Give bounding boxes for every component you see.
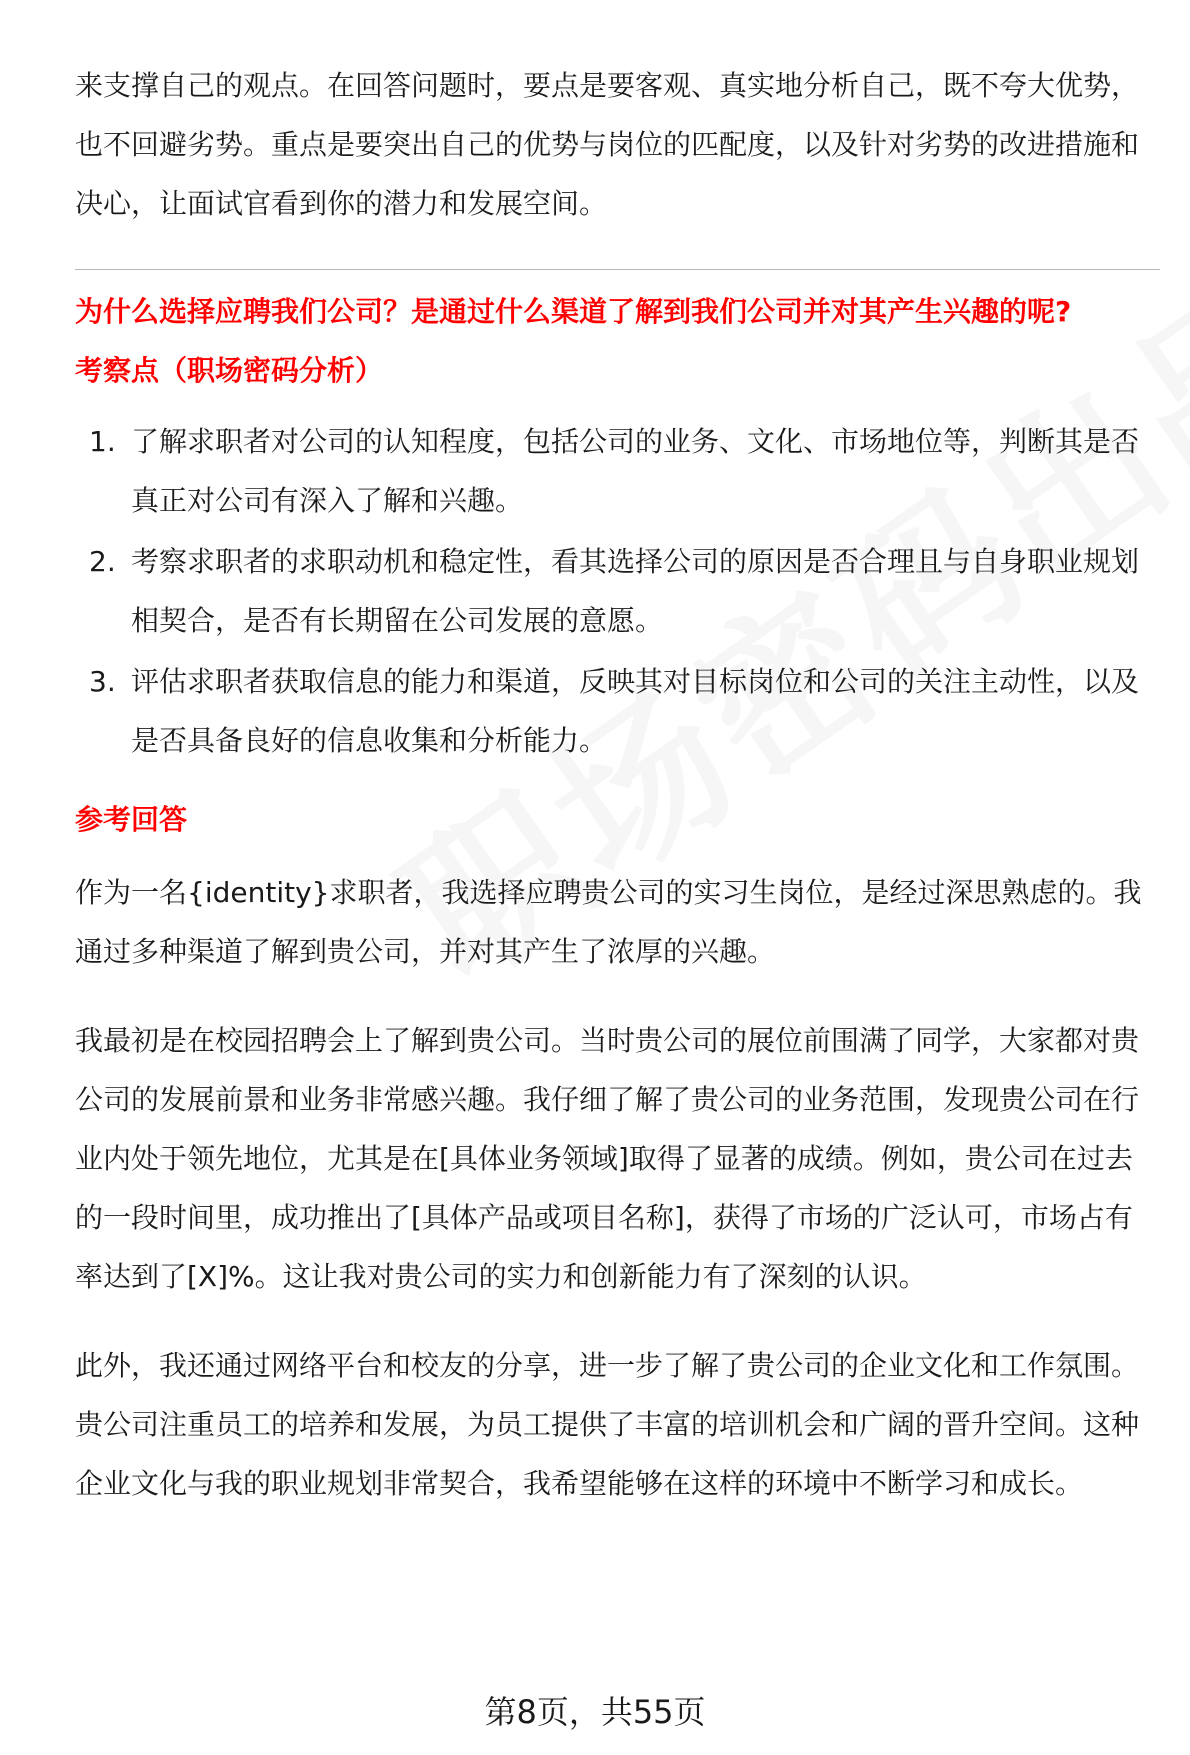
analysis-point <box>75 532 1160 650</box>
page-footer: 第8页，共55页 <box>484 1693 706 1731</box>
point-text: 考察求职者的求职动机和稳定性，看其选择公司的原因是否合理且与自身职业规划相契合，是否有长期留在公司发展的意愿。 <box>131 545 1140 637</box>
point-text: 了解求职者对公司的认知程度，包括公司的业务、文化、市场地位等，判断其是否真正对公司有深入了解和兴趣。 <box>131 425 1140 517</box>
page-content <box>75 56 1160 1543</box>
question-heading: 为什么选择应聘我们公司？是通过什么渠道了解到我们公司并对其产生兴趣的呢? <box>75 295 1072 328</box>
analysis-point <box>75 652 1160 770</box>
point-number: 1. <box>89 425 116 458</box>
analysis-title: 考察点（职场密码分析） <box>75 354 384 387</box>
point-number: 3. <box>89 665 116 698</box>
section-divider <box>75 269 1160 270</box>
answer-paragraph: 我最初是在校园招聘会上了解到贵公司。当时贵公司的展位前围满了同学，大家都对贵公司的发展前景和业务非常感兴趣。我仔细了解了贵公司的业务范围，发现贵公司在行业内处于领先地位，尤其是在[具体业务领域]取得了显著的成绩。例如，贵公司在过去的一段时间里，成功推出了[具体产品或项目名称]，获得了市场的广泛认可，市场占有率达到了[X]%。这让我对贵公司的实力和创新能力有了深刻的认识。 <box>75 1024 1140 1293</box>
point-text: 评估求职者获取信息的能力和渠道，反映其对目标岗位和公司的关注主动性，以及是否具备良好的信息收集和分析能力。 <box>131 665 1140 757</box>
analysis-points-list <box>75 412 1160 770</box>
intro-paragraph: 来支撑自己的观点。在回答问题时，要点是要客观、真实地分析自己，既不夸大优势，也不回避劣势。重点是要突出自己的优势与岗位的匹配度，以及针对劣势的改进措施和决心，让面试官看到你的潜力和发展空间。 <box>75 69 1140 220</box>
analysis-point <box>75 412 1160 530</box>
point-number: 2. <box>89 545 116 578</box>
answer-paragraph: 此外，我还通过网络平台和校友的分享，进一步了解了贵公司的企业文化和工作氛围。贵公司注重员工的培养和发展，为员工提供了丰富的培训机会和广阔的晋升空间。这种企业文化与我的职业规划非常契合，我希望能够在这样的环境中不断学习和成长。 <box>75 1349 1140 1500</box>
answer-paragraph: 作为一名{identity}求职者，我选择应聘贵公司的实习生岗位，是经过深思熟虑的。我通过多种渠道了解到贵公司，并对其产生了浓厚的兴趣。 <box>75 876 1142 968</box>
answer-title: 参考回答 <box>75 803 188 836</box>
